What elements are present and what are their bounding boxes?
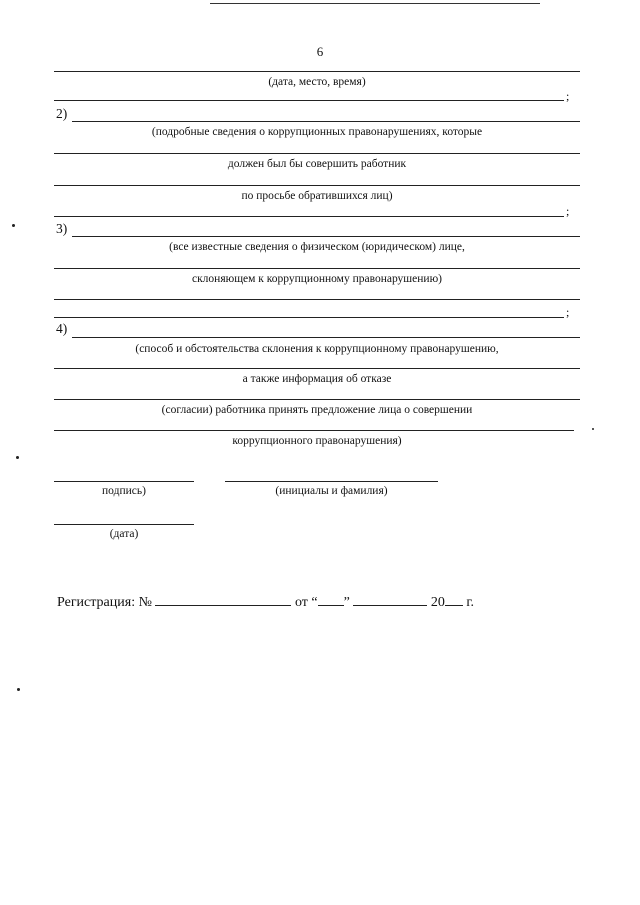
date-line: [54, 524, 194, 525]
year-blank: [445, 593, 463, 606]
field-line: [54, 71, 580, 72]
field-line: [72, 236, 580, 237]
caption-date-place-time: (дата, место, время): [268, 76, 366, 88]
scan-speck: [16, 456, 19, 459]
registration-label: Регистрация: №: [57, 595, 152, 610]
date-label: (дата): [109, 528, 139, 540]
field-line: [54, 430, 574, 431]
name-line: [225, 481, 438, 482]
field-line: [72, 121, 580, 122]
signature-label: подпись): [102, 485, 146, 497]
name-label: (инициалы и фамилия): [275, 485, 388, 497]
registration-line: [57, 593, 474, 611]
item-number-2: 2): [56, 106, 68, 121]
day-blank: [318, 593, 344, 606]
caption-employee: должен был бы совершить работник: [227, 158, 407, 170]
field-line: [54, 368, 580, 369]
caption-consent: (согласии) работника принять предложение лица о совершении: [161, 404, 473, 416]
caption-inducing-person: склоняющем к коррупционному правонарушению): [191, 273, 442, 285]
scan-speck: [12, 224, 15, 227]
item-number-3: 3): [56, 221, 68, 236]
registration-from: от: [294, 595, 308, 610]
year-prefix: 20: [430, 595, 445, 610]
scan-edge-line: [210, 3, 540, 4]
field-line: [54, 216, 564, 217]
open-quote: “: [311, 595, 318, 610]
caption-corruption-offense: коррупционного правонарушения): [232, 435, 402, 447]
semicolon: ;: [566, 305, 570, 319]
signature-line: [54, 481, 194, 482]
close-quote: ”: [343, 595, 350, 610]
month-blank: [353, 593, 427, 606]
field-line: [54, 100, 564, 101]
caption-violations-details: (подробные сведения о коррупционных правонарушениях, которые: [151, 126, 483, 138]
field-line: [54, 299, 580, 300]
page-number: 6: [316, 44, 324, 59]
caption-request: по просьбе обратившихся лиц): [241, 190, 393, 202]
year-suffix: г.: [466, 595, 474, 610]
field-line: [54, 185, 580, 186]
semicolon: ;: [566, 204, 570, 218]
scan-speck: [17, 688, 20, 691]
semicolon: ;: [566, 89, 570, 103]
caption-method-circumstances: (способ и обстоятельства склонения к коррупционному правонарушению,: [135, 343, 499, 355]
field-line: [72, 337, 580, 338]
item-number-4: 4): [56, 321, 68, 336]
caption-refusal-info: а также информация об отказе: [242, 373, 392, 385]
registration-number-blank: [155, 593, 291, 606]
field-line: [54, 268, 580, 269]
caption-person-info: (все известные сведения о физическом (юридическом) лице,: [169, 241, 465, 253]
field-line: [54, 153, 580, 154]
field-line: [54, 399, 580, 400]
scan-speck: [592, 428, 594, 430]
field-line: [54, 317, 564, 318]
